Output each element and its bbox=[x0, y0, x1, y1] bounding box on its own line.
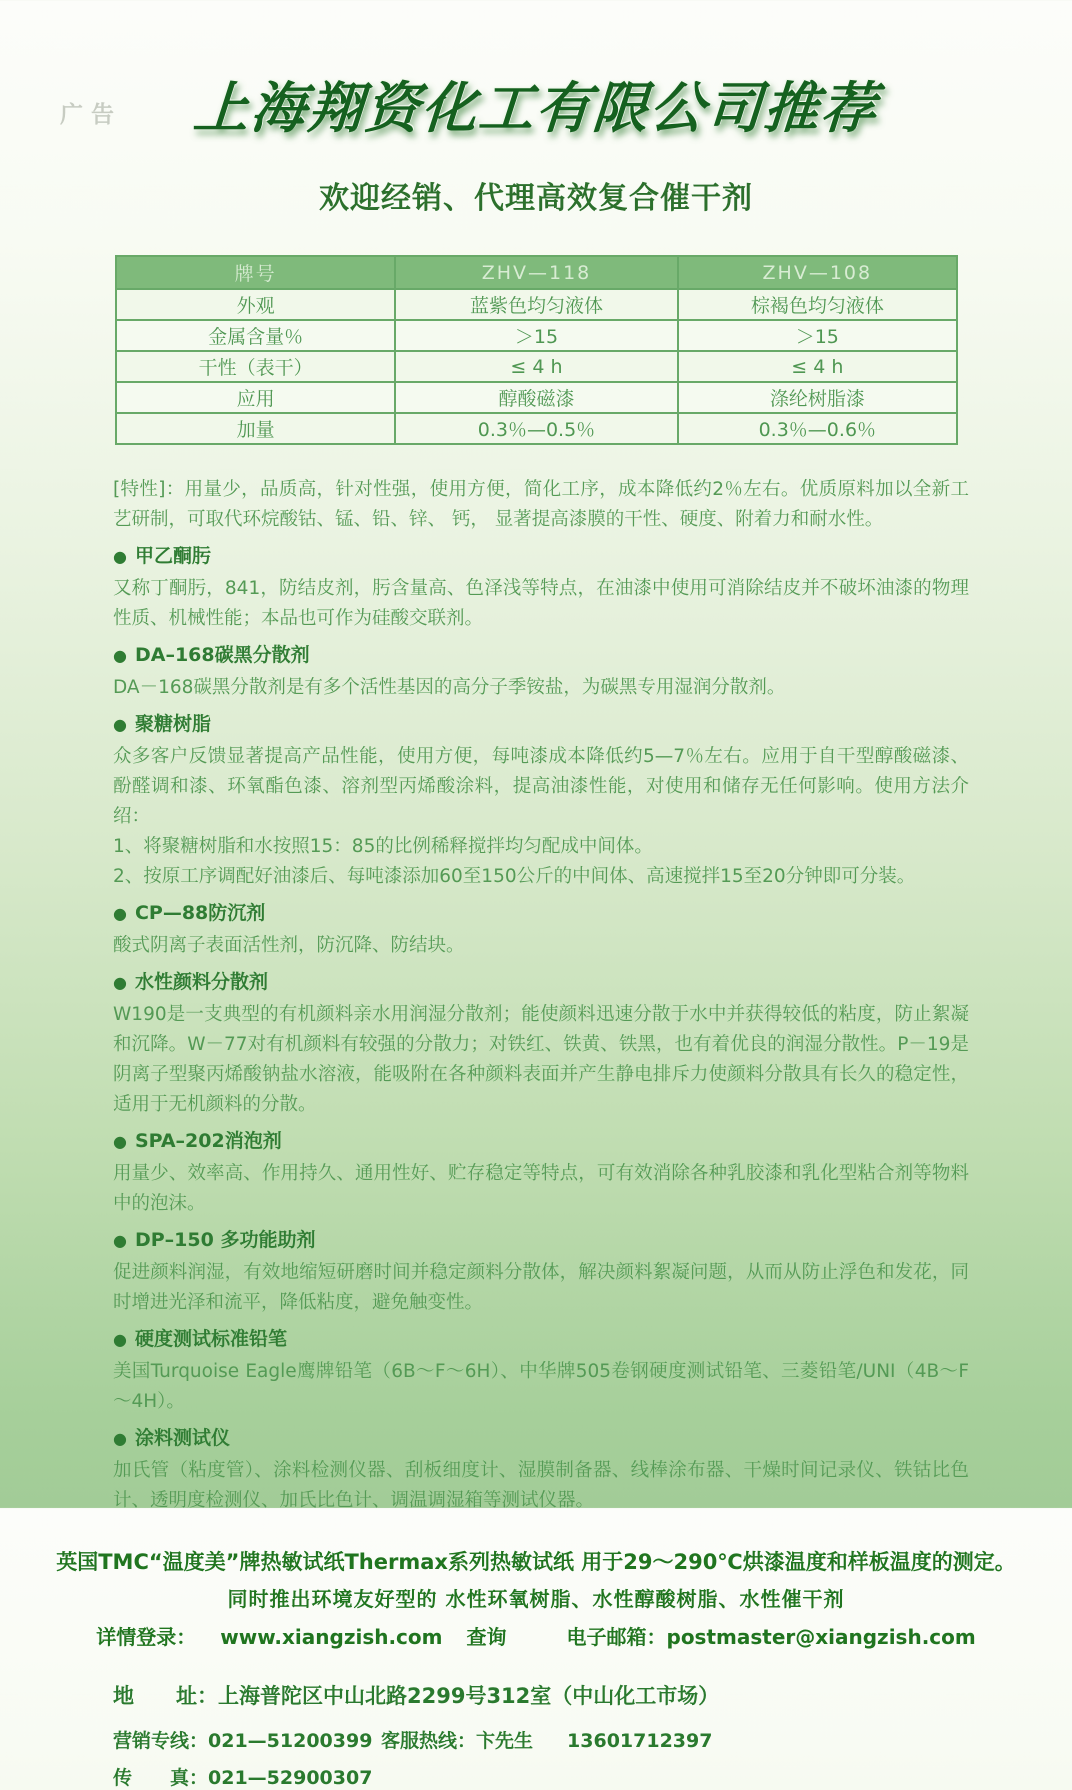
bullet-icon: ● bbox=[113, 715, 127, 734]
bullet-icon: ● bbox=[113, 1429, 127, 1448]
service-phone: 13601712397 bbox=[567, 1730, 713, 1752]
section-body: 美国Turquoise Eagle鹰牌铅笔（6B～F～6H）、中华牌505卷钢硬度测试铅笔、三菱铅笔/UNI（4B～F～4H）。 bbox=[113, 1361, 969, 1412]
col-header-zhv118: ZHV—118 bbox=[395, 256, 677, 289]
sales-label: 营销专线： bbox=[113, 1730, 209, 1752]
row-label: 干性（表干） bbox=[116, 351, 395, 382]
section-title: DA–168碳黑分散剂 bbox=[134, 644, 310, 666]
service-line bbox=[381, 1726, 712, 1753]
email-address: postmaster@xiangzish.com bbox=[666, 1625, 976, 1649]
section-waterborne-dispersant bbox=[113, 968, 969, 1120]
section-body: DA－168碳黑分散剂是有多个活性基因的高分子季铵盐，为碳黑专用湿润分散剂。 bbox=[113, 677, 786, 698]
col-header-zhv108: ZHV—108 bbox=[678, 256, 957, 289]
section-body: 众多客户反馈显著提高产品性能，使用方便，每吨漆成本降低约5—7％左右。应用于自干型醇酸磁漆、酚醛调和漆、环氧酯色漆、溶剂型丙烯酸涂料，提高油漆性能，对使用和储存无任何影响。使用方法介绍： bbox=[113, 746, 969, 827]
cell-value: ≤ 4 h bbox=[678, 351, 957, 382]
thermax-line: 英国TMC“温度美”牌热敏试纸Thermax系列热敏试纸 用于29～290℃烘漆温度和样板温度的测定。 bbox=[56, 1550, 1016, 1574]
bullet-icon: ● bbox=[113, 1231, 127, 1250]
row-label: 加量 bbox=[116, 413, 395, 444]
page-subtitle: 欢迎经销、代理高效复合催干剂 bbox=[319, 181, 753, 216]
service-contact: 卞先生 bbox=[476, 1730, 534, 1752]
col-header-brand: 牌号 bbox=[116, 256, 395, 289]
bullet-icon: ● bbox=[113, 646, 127, 665]
section-title: 水性颜料分散剂 bbox=[134, 971, 268, 993]
address-label: 地 址： bbox=[113, 1684, 218, 1708]
section-title: CP—88防沉剂 bbox=[134, 902, 266, 924]
section-title: DP–150 多功能助剂 bbox=[134, 1229, 316, 1251]
row-label: 应用 bbox=[116, 382, 395, 413]
section-title: 甲乙酮肟 bbox=[134, 545, 211, 567]
usage-step-2: 2、按原工序调配好油漆后、每吨漆添加60至150公斤的中间体、高速搅拌15至20分钟即可分装。 bbox=[113, 866, 916, 887]
email-label: 电子邮箱： bbox=[566, 1625, 667, 1649]
body-content bbox=[113, 475, 969, 1516]
bullet-icon: ● bbox=[113, 1330, 127, 1349]
website-line bbox=[0, 1621, 1072, 1650]
fax-phone: 021—52900307 bbox=[208, 1767, 373, 1789]
cell-value: ≤ 4 h bbox=[395, 351, 677, 382]
row-label: 金属含量％ bbox=[116, 320, 395, 351]
row-label: 外观 bbox=[116, 289, 395, 320]
website-url: www.xiangzish.com bbox=[220, 1625, 443, 1649]
ad-tag-label: 广告 bbox=[60, 102, 122, 128]
section-body: 又称丁酮肟，841，防结皮剂，肟含量高、色泽浅等特点，在油漆中使用可消除结皮并不破坏油漆的物理性质、机械性能；本品也可作为硅酸交联剂。 bbox=[113, 578, 969, 629]
section-coating-testers bbox=[113, 1424, 969, 1516]
fax-label: 传 真： bbox=[113, 1767, 209, 1789]
fax-line bbox=[113, 1763, 1072, 1790]
section-hardness-pencils bbox=[113, 1325, 969, 1417]
cell-value: 涤纶树脂漆 bbox=[678, 382, 957, 413]
cell-value: ＞15 bbox=[678, 320, 957, 351]
section-title: 涂料测试仪 bbox=[134, 1427, 230, 1449]
product-spec-table bbox=[115, 255, 958, 445]
section-da168 bbox=[113, 641, 969, 703]
table-header-row bbox=[116, 256, 957, 289]
section-body: 促进颜料润湿，有效地缩短研磨时间并稳定颜料分散体，解决颜料絮凝问题，从而从防止浮色和发花，同时增进光泽和流平，降低粘度，避免触变性。 bbox=[113, 1262, 969, 1313]
advertisement-page bbox=[0, 64, 1072, 1789]
sales-phone: 021—51200399 bbox=[208, 1730, 373, 1752]
section-title: 聚糖树脂 bbox=[134, 713, 211, 735]
section-polysaccharide-resin bbox=[113, 710, 969, 892]
section-body: W190是一支典型的有机颜料亲水用润湿分散剂；能使颜料迅速分散于水中并获得较低的粘度，防止絮凝和沉降。W－77对有机颜料有较强的分散力；对铁红、铁黄、铁黑，也有着优良的润湿分散性。P－19是阴离子型聚丙烯酸钠盐水溶液，能吸附在各种颜料表面并产生静电排斥力使颜料分散具有长久的稳定性，适用于无机颜料的分散。 bbox=[113, 1004, 969, 1115]
login-label: 详情登录： bbox=[96, 1625, 197, 1649]
section-dp150 bbox=[113, 1226, 969, 1318]
cell-value: 0.3％—0.6％ bbox=[678, 413, 957, 444]
section-spa202 bbox=[113, 1127, 969, 1219]
section-body: 用量少、效率高、作用持久、通用性好、贮存稳定等特点，可有效消除各种乳胶漆和乳化型粘合剂等物料中的泡沫。 bbox=[113, 1163, 969, 1214]
section-body: 加氏管（粘度管）、涂料检测仪器、刮板细度计、湿膜制备器、线棒涂布器、干燥时间记录仪、铁钴比色计、透明度检测仪、加氏比色计、调温调湿箱等测试仪器。 bbox=[113, 1460, 969, 1511]
company-title: 上海翔资化工有限公司推荐 bbox=[191, 76, 880, 140]
address-line bbox=[113, 1680, 1072, 1710]
section-title: SPA–202消泡剂 bbox=[134, 1130, 282, 1152]
waterborne-line: 同时推出环境友好型的 水性环氧树脂、水性醇酸树脂、水性催干剂 bbox=[227, 1587, 845, 1611]
table-row bbox=[116, 320, 957, 351]
section-cp88 bbox=[113, 899, 969, 961]
section-body: 酸式阴离子表面活性剂，防沉降、防结块。 bbox=[113, 935, 465, 956]
bullet-icon: ● bbox=[113, 973, 127, 992]
table-row bbox=[116, 382, 957, 413]
query-label: 查询 bbox=[466, 1625, 507, 1649]
cell-value: 醇酸磁漆 bbox=[395, 382, 677, 413]
table-row bbox=[116, 351, 957, 382]
phones-row bbox=[113, 1726, 1072, 1753]
section-title: 硬度测试标准铅笔 bbox=[134, 1328, 287, 1350]
section-mek-oxime bbox=[113, 542, 969, 634]
features-paragraph: [特性]：用量少，品质高，针对性强，使用方便，简化工序，成本降低约2％左右。优质原料加以全新工艺研制，可取代环烷酸钴、锰、铅、锌、 钙， 显著提高漆膜的干性、硬度、附着力和耐水性。 bbox=[113, 479, 969, 530]
bullet-icon: ● bbox=[113, 1132, 127, 1151]
bullet-icon: ● bbox=[113, 904, 127, 923]
usage-step-1: 1、将聚糖树脂和水按照15：85的比例稀释搅拌均匀配成中间体。 bbox=[113, 836, 653, 857]
service-label: 客服热线： bbox=[381, 1730, 477, 1752]
bullet-icon: ● bbox=[113, 547, 127, 566]
table-row bbox=[116, 413, 957, 444]
cell-value: 蓝紫色均匀液体 bbox=[395, 289, 677, 320]
contact-block bbox=[113, 1680, 1072, 1790]
promo-block bbox=[0, 1546, 1072, 1650]
sales-line bbox=[113, 1726, 381, 1753]
table-row bbox=[116, 289, 957, 320]
cell-value: ＞15 bbox=[395, 320, 677, 351]
address-value: 上海普陀区中山北路2299号312室（中山化工市场） bbox=[218, 1684, 720, 1708]
cell-value: 棕褐色均匀液体 bbox=[678, 289, 957, 320]
cell-value: 0.3％—0.5％ bbox=[395, 413, 677, 444]
